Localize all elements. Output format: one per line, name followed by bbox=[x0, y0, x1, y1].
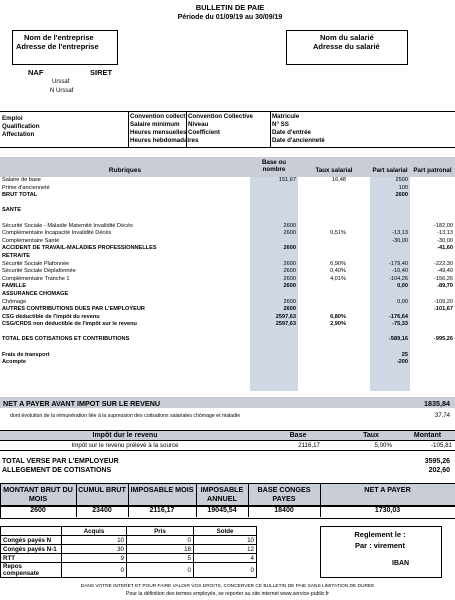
row-base: 2600 bbox=[283, 283, 296, 290]
employer-address: Adresse de l'entreprise bbox=[16, 42, 99, 51]
row-ps: 2600 bbox=[395, 192, 408, 199]
row-pp: -89,70 bbox=[437, 283, 453, 290]
table-row bbox=[0, 185, 455, 193]
row-base bbox=[250, 344, 298, 352]
row-taux bbox=[298, 359, 348, 367]
conges-label: Congés payés N bbox=[1, 536, 62, 545]
siret-label: SIRET bbox=[90, 68, 113, 77]
employee-name: Nom du salarié bbox=[320, 33, 374, 42]
conges-value: 9 bbox=[62, 554, 127, 563]
employer-name: Nom de l'entreprise bbox=[24, 33, 94, 42]
conges-label: Congés payés N-1 bbox=[1, 545, 62, 554]
row-label: RETRAITE bbox=[2, 252, 30, 259]
row-label: ASSURANCE CHOMAGE bbox=[2, 290, 69, 297]
row-label: BRUT TOTAL bbox=[2, 192, 38, 199]
urssaf-label: Urssaf bbox=[52, 79, 70, 85]
conges-row bbox=[1, 563, 257, 578]
row-taux bbox=[298, 238, 348, 246]
row-label: ACCIDENT DE TRAVAIL-MALADIES PROFESSIONNELLES bbox=[2, 245, 157, 252]
net-before-tax-label: NET A PAYER AVANT IMPOT SUR LE REVENU bbox=[3, 399, 161, 408]
table-row bbox=[0, 253, 455, 261]
col-base: Base ou nombre bbox=[261, 159, 287, 173]
row-base bbox=[250, 215, 298, 223]
row-pp bbox=[410, 329, 455, 337]
row-pp bbox=[410, 291, 455, 299]
row-base: 2600 bbox=[283, 222, 296, 229]
row-pp: -49,40 bbox=[437, 268, 453, 275]
row-pp bbox=[410, 359, 455, 367]
row-base: 2597,63 bbox=[275, 321, 296, 328]
row-pp bbox=[410, 314, 455, 322]
table-row bbox=[0, 321, 455, 329]
row-taux bbox=[298, 344, 348, 352]
row-ps bbox=[348, 291, 410, 299]
summary-imposable-mois-header: IMPOSABLE MOIS bbox=[130, 485, 194, 494]
tax-amount: -105,81 bbox=[431, 442, 452, 449]
conges-value: 4 bbox=[194, 554, 257, 563]
net-evolution-value: 37,74 bbox=[434, 413, 450, 419]
table-row bbox=[0, 352, 455, 360]
summary-net-a-payer-header: NET A PAYER bbox=[364, 485, 411, 494]
net-before-tax-value: 1835,84 bbox=[424, 399, 450, 408]
row-pp: -101,67 bbox=[434, 306, 453, 313]
row-pp: -995,26 bbox=[434, 336, 453, 343]
row-taux bbox=[298, 253, 348, 261]
conges-value: 12 bbox=[194, 545, 257, 554]
row-pp bbox=[410, 192, 455, 200]
conges-value: 10 bbox=[62, 536, 127, 545]
conges-value: 0 bbox=[194, 563, 257, 578]
row-pp: -13,13 bbox=[437, 230, 453, 237]
conges-value: 5 bbox=[127, 554, 194, 563]
row-base: 2597,63 bbox=[275, 313, 296, 320]
table-row bbox=[0, 336, 455, 344]
employee-address: Adresse du salarié bbox=[313, 42, 380, 51]
row-ps: -30,00 bbox=[392, 237, 408, 244]
row-ps bbox=[348, 253, 410, 261]
table-row bbox=[0, 200, 455, 208]
tax-label: Impôt sur le revenu prélevé à la source bbox=[71, 442, 179, 449]
row-base: 2600 bbox=[283, 275, 296, 282]
pay-period: Période du 01/09/19 au 30/09/19 bbox=[177, 14, 283, 21]
row-taux: 2,90% bbox=[330, 321, 346, 328]
row-pp bbox=[410, 200, 455, 208]
row-pp bbox=[410, 352, 455, 360]
conges-header: Pris bbox=[127, 527, 194, 536]
conges-header bbox=[1, 527, 62, 536]
summary-imposable-annuel-value: 19045,54 bbox=[207, 507, 237, 514]
row-ps: 25 bbox=[401, 351, 408, 358]
row-base bbox=[250, 253, 298, 261]
tax-rate-header: Taux bbox=[363, 432, 379, 439]
row-taux: 16,48 bbox=[332, 177, 346, 183]
total-employer-label: TOTAL VERSE PAR L'EMPLOYEUR bbox=[2, 458, 119, 465]
row-base bbox=[250, 207, 298, 215]
row-label bbox=[0, 215, 250, 223]
summary-cumul-brut-header: CUMUL BRUT bbox=[78, 485, 126, 494]
conges-value: 0 bbox=[127, 536, 194, 545]
summary-montant-brut-value: 2600 bbox=[30, 507, 46, 514]
row-ps: -589,16 bbox=[389, 336, 408, 343]
row-ps: 0,00 bbox=[397, 298, 408, 305]
row-label: Sécurité Sociale - Maladie Maternité Invalidité Décès bbox=[2, 222, 133, 229]
row-ps bbox=[348, 200, 410, 208]
row-label: TOTAL DES COTISATIONS ET CONTRIBUTIONS bbox=[2, 336, 130, 343]
table-row bbox=[0, 192, 455, 200]
iban-label: IBAN bbox=[392, 560, 410, 567]
row-taux bbox=[298, 352, 348, 360]
table-row bbox=[0, 223, 455, 231]
table-row bbox=[0, 215, 455, 223]
rubriques-table bbox=[0, 177, 455, 367]
row-label: Complémentaire Santé bbox=[2, 237, 60, 244]
summary-net-a-payer-value: 1730,03 bbox=[374, 507, 401, 514]
row-label: CSG déductible de l'impôt du revenu bbox=[2, 313, 100, 320]
row-base bbox=[250, 192, 298, 200]
row-label: Salaire de base bbox=[2, 177, 41, 183]
col-part-patronal: Part patronal bbox=[413, 167, 452, 174]
row-base bbox=[250, 185, 298, 193]
row-base: 2600 bbox=[283, 306, 296, 313]
row-taux: 6,90% bbox=[330, 260, 346, 267]
row-taux bbox=[298, 329, 348, 337]
row-label: Chômage bbox=[2, 298, 27, 305]
row-label bbox=[0, 200, 250, 208]
row-pp: -182,00 bbox=[434, 222, 453, 229]
table-row bbox=[0, 306, 455, 314]
row-ps bbox=[348, 245, 410, 253]
summary-imposable-annuel-header: IMPOSABLE ANNUEL bbox=[200, 485, 244, 503]
table-row bbox=[0, 344, 455, 352]
conges-header: Solde bbox=[194, 527, 257, 536]
row-taux: 6,80% bbox=[330, 313, 346, 320]
col-part-salarial: Part salarial bbox=[372, 167, 408, 174]
row-base: 151,67 bbox=[278, 177, 296, 183]
row-base bbox=[250, 359, 298, 367]
row-taux bbox=[298, 245, 348, 253]
row-ps: -13,13 bbox=[392, 230, 408, 237]
row-base bbox=[250, 352, 298, 360]
info-col-4: Matricule N° SS Date d'entrée Date d'ancienneté bbox=[272, 113, 325, 144]
row-ps bbox=[348, 306, 410, 314]
summary-base-conges-value: 18400 bbox=[274, 507, 294, 514]
row-taux bbox=[298, 192, 348, 200]
allegement-value: 202,60 bbox=[428, 467, 450, 474]
row-ps: -10,40 bbox=[392, 268, 408, 275]
tax-base: 2116,17 bbox=[298, 442, 320, 449]
row-taux: 0,40% bbox=[330, 268, 346, 275]
conges-label: RTT bbox=[1, 554, 62, 563]
row-label: FAMILLE bbox=[2, 283, 26, 290]
tax-amount-header: Montant bbox=[413, 432, 442, 439]
col-rubriques: Rubriques bbox=[108, 167, 142, 174]
row-pp bbox=[410, 321, 455, 329]
table-row bbox=[0, 238, 455, 246]
row-pp: -41,60 bbox=[437, 245, 453, 252]
conges-value: 10 bbox=[194, 536, 257, 545]
row-ps: 100 bbox=[398, 184, 408, 191]
row-base: 2600 bbox=[283, 268, 296, 275]
row-base bbox=[250, 238, 298, 246]
conges-header: Acquis bbox=[62, 527, 127, 536]
conges-row bbox=[1, 554, 257, 563]
row-ps bbox=[348, 215, 410, 223]
naf-label: NAF bbox=[28, 68, 44, 77]
table-row bbox=[0, 268, 455, 276]
allegement-label: ALLEGEMENT DE COTISATIONS bbox=[2, 467, 112, 474]
net-evolution-note: dont évolution de la rémunération liée à la supression des cotisations salariales chômage et maladie bbox=[10, 413, 241, 419]
table-row bbox=[0, 291, 455, 299]
row-ps: -176,64 bbox=[389, 313, 408, 320]
row-pp: -30,00 bbox=[437, 237, 453, 244]
payslip-title: BULLETIN DE PAIE bbox=[195, 3, 265, 12]
row-ps bbox=[348, 207, 410, 215]
footer-notice: DANS VOTRE INTERET ET POUR FAIRE VALOIR VOS DROITS, CONCERVER CE BULLETIN DE PAIE SANS LIMITATION DE DUREE bbox=[80, 584, 375, 589]
payment-date-label: Reglement le : bbox=[354, 530, 406, 539]
table-row bbox=[0, 314, 455, 322]
row-taux bbox=[298, 207, 348, 215]
row-taux bbox=[298, 185, 348, 193]
row-ps: 2500 bbox=[395, 177, 408, 183]
row-pp bbox=[410, 185, 455, 193]
row-label bbox=[0, 344, 250, 352]
row-label: Prime d'ancienneté bbox=[2, 184, 50, 191]
row-label: Complémentaire Incapacité Invalidité Décès bbox=[2, 230, 112, 237]
n-urssaf-label: N Urssaf bbox=[50, 88, 74, 94]
row-pp: -109,20 bbox=[434, 298, 453, 305]
row-ps: -104,26 bbox=[389, 275, 408, 282]
row-taux bbox=[298, 306, 348, 314]
row-base bbox=[250, 336, 298, 344]
summary-montant-brut-header: MONTANT BRUT DU MOIS bbox=[3, 485, 73, 503]
table-row bbox=[0, 261, 455, 269]
row-label: Acompte bbox=[2, 359, 26, 366]
row-base: 2600 bbox=[283, 298, 296, 305]
conges-value: 30 bbox=[62, 545, 127, 554]
info-col-1: Emploi Qualification Affectation bbox=[2, 115, 40, 138]
row-ps: -179,40 bbox=[389, 260, 408, 267]
table-row bbox=[0, 207, 455, 215]
row-ps bbox=[348, 329, 410, 337]
table-row bbox=[0, 245, 455, 253]
row-taux bbox=[298, 299, 348, 307]
table-row bbox=[0, 299, 455, 307]
row-label: Sécurité Sociale Déplafonnée bbox=[2, 268, 76, 275]
row-taux bbox=[298, 283, 348, 291]
conges-value: 0 bbox=[127, 563, 194, 578]
row-pp bbox=[410, 215, 455, 223]
row-label: Frais de transport bbox=[2, 351, 50, 358]
footer-link-text: Pour la définition des termes employés, se reporter au site internet www.service-public.fr bbox=[126, 591, 329, 597]
row-pp bbox=[410, 177, 455, 185]
row-base bbox=[250, 329, 298, 337]
info-col-3: Convention Collective Niveau Coefficient bbox=[188, 113, 253, 136]
row-base: 2600 bbox=[283, 230, 296, 237]
row-taux bbox=[298, 215, 348, 223]
row-ps bbox=[348, 344, 410, 352]
summary-base-conges-header: BASE CONGES PAYES bbox=[257, 485, 311, 503]
table-row bbox=[0, 359, 455, 367]
row-taux bbox=[298, 291, 348, 299]
row-ps: -75,33 bbox=[392, 321, 408, 328]
tax-rate: 5,00% bbox=[374, 442, 392, 449]
row-pp bbox=[410, 344, 455, 352]
conges-row bbox=[1, 536, 257, 545]
tax-header-label: Impôt dur le revenu bbox=[92, 432, 158, 439]
row-taux: 4,01% bbox=[330, 275, 346, 282]
row-label: Complémentaire Tranche 1 bbox=[2, 275, 70, 282]
tax-base-header: Base bbox=[289, 432, 307, 439]
row-label bbox=[0, 329, 250, 337]
table-row bbox=[0, 276, 455, 284]
row-pp: -222,30 bbox=[434, 260, 453, 267]
table-row bbox=[0, 230, 455, 238]
row-pp: -156,26 bbox=[434, 275, 453, 282]
row-taux: 0,51% bbox=[330, 230, 346, 237]
row-ps: 0,00 bbox=[397, 283, 408, 290]
payment-method: Par : virement bbox=[354, 541, 406, 550]
row-taux bbox=[298, 336, 348, 344]
row-base bbox=[250, 200, 298, 208]
table-row bbox=[0, 283, 455, 291]
conges-value: 0 bbox=[62, 563, 127, 578]
row-label: AUTRES CONTRIBUTIONS DUES PAR L'EMPLOYEUR bbox=[2, 306, 145, 313]
row-ps: -200 bbox=[396, 359, 408, 366]
row-label: CSG/CRDS non déductible de l'impôt sur le revenu bbox=[2, 321, 137, 328]
conges-row bbox=[1, 545, 257, 554]
row-base bbox=[250, 291, 298, 299]
row-pp bbox=[410, 207, 455, 215]
table-row bbox=[0, 177, 455, 185]
row-label: Sécurité Sociale Plafonnée bbox=[2, 260, 70, 267]
table-row bbox=[0, 329, 455, 337]
row-label: SANTE bbox=[2, 207, 21, 214]
total-employer-value: 3595,26 bbox=[424, 458, 450, 465]
row-taux bbox=[298, 200, 348, 208]
row-pp bbox=[410, 253, 455, 261]
row-ps bbox=[348, 223, 410, 231]
col-taux: Taux salarial bbox=[315, 167, 353, 174]
info-col-2: Convention collect Salaire minimum Heures mensuelles Heures hebdomadaires bbox=[130, 113, 199, 144]
conges-label: Repos compensate bbox=[1, 563, 62, 578]
conges-table bbox=[0, 526, 257, 578]
row-base: 2600 bbox=[283, 260, 296, 267]
summary-imposable-mois-value: 2116,17 bbox=[149, 507, 175, 514]
row-base: 2600 bbox=[283, 245, 296, 252]
row-taux bbox=[298, 223, 348, 231]
summary-cumul-brut-value: 23400 bbox=[92, 507, 112, 514]
conges-value: 18 bbox=[127, 545, 194, 554]
